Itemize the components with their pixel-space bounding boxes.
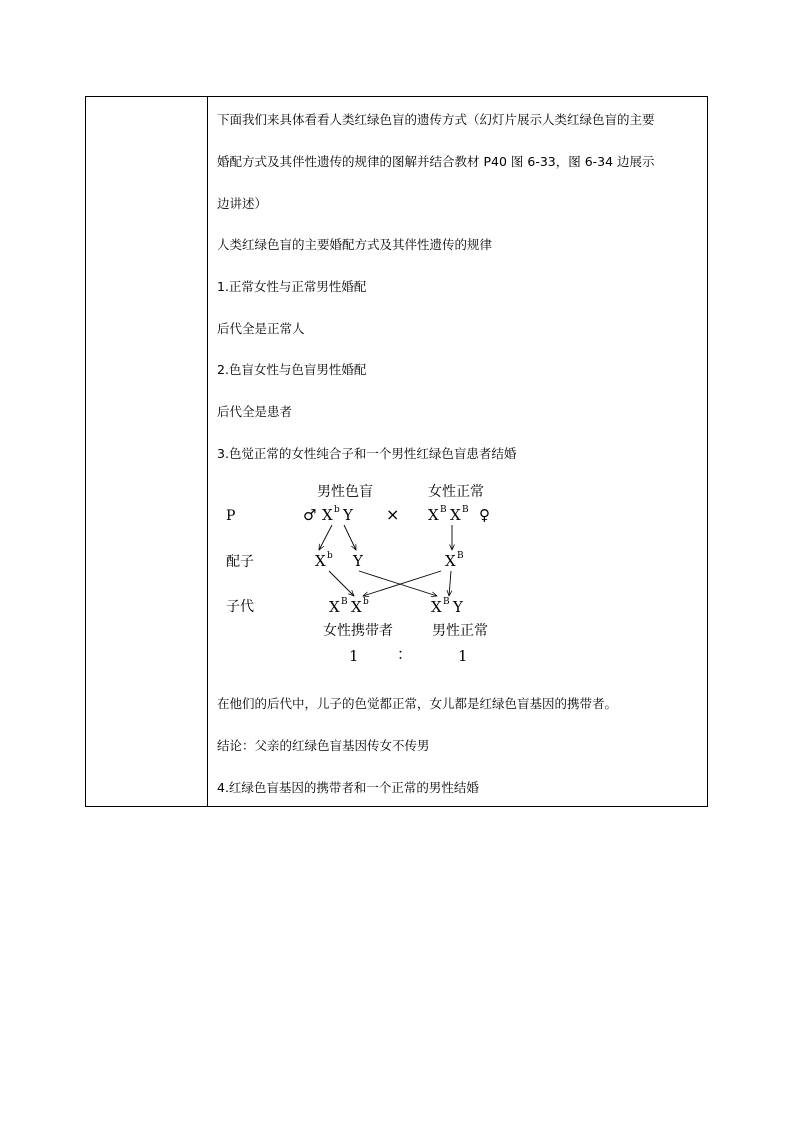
arrow-y-to-son xyxy=(359,571,437,596)
mother-x2: X xyxy=(450,506,461,524)
ratio-right: 1 xyxy=(458,647,468,665)
daughter-x2: X xyxy=(351,598,362,616)
intro-line-1: 下面我们来具体看看人类红绿色盲的遗传方式（幻灯片展示人类红绿色盲的主要 xyxy=(217,112,655,127)
daughter-label: 女性携带者 xyxy=(323,623,393,639)
daughter-allele-b: b xyxy=(363,597,369,607)
daughter-allele-B: B xyxy=(341,597,348,607)
row-label-gametes: 配子 xyxy=(226,554,254,570)
gamete-father-y: Y xyxy=(353,552,363,570)
intro-line-3: 边讲述） xyxy=(217,196,268,211)
case-3-title: 3.色觉正常的女性纯合子和一个男性红绿色盲患者结婚 xyxy=(217,446,517,461)
daughter-x1: X xyxy=(329,598,340,616)
case-4-title: 4.红绿色盲基因的携带者和一个正常的男性结婚 xyxy=(217,780,479,795)
lesson-table xyxy=(85,96,708,807)
ratio-left: 1 xyxy=(349,647,359,665)
father-x: X xyxy=(322,506,333,524)
son-allele-B: B xyxy=(443,597,450,607)
gamete-father-allele-b: b xyxy=(327,551,333,561)
inheritance-diagram xyxy=(217,478,517,678)
son-label: 男性正常 xyxy=(432,623,488,639)
column-divider xyxy=(207,97,208,806)
mother-allele-B2: B xyxy=(462,505,469,515)
case-2-result: 后代全是患者 xyxy=(217,404,293,419)
gamete-mother-x: X xyxy=(445,552,456,570)
case-1-result: 后代全是正常人 xyxy=(217,321,305,336)
arrow-father-x-to-gamete xyxy=(319,525,332,550)
mother-x1: X xyxy=(428,506,439,524)
intro-line-2: 婚配方式及其伴性遗传的规律的图解并结合教材 P40 图 6-33，图 6-34 边展示 xyxy=(217,154,655,169)
arrow-xb-to-daughter xyxy=(329,571,354,596)
section-heading: 人类红绿色盲的主要婚配方式及其伴性遗传的规律 xyxy=(217,237,493,252)
male-symbol: ♂ xyxy=(303,506,317,524)
mother-allele-B1: B xyxy=(440,505,447,515)
case-1-title: 1.正常女性与正常男性婚配 xyxy=(217,279,367,294)
father-label: 男性色盲 xyxy=(317,484,373,500)
conclusion-text: 结论：父亲的红绿色盲基因传女不传男 xyxy=(217,738,430,753)
case-2-title: 2.色盲女性与色盲男性婚配 xyxy=(217,362,367,377)
row-label-offspring: 子代 xyxy=(226,599,254,615)
row-label-p: P xyxy=(226,508,236,524)
ratio-separator: ： xyxy=(397,645,413,663)
son-x: X xyxy=(431,598,442,616)
arrow-xB-to-son xyxy=(449,571,451,596)
observation-text: 在他们的后代中，儿子的色觉都正常，女儿都是红绿色盲基因的携带者。 xyxy=(217,696,618,711)
arrow-xB-to-daughter xyxy=(363,571,441,596)
cross-symbol: × xyxy=(386,505,400,524)
arrow-father-y-to-gamete xyxy=(344,525,356,550)
gamete-father-x: X xyxy=(315,552,326,570)
gamete-mother-allele-B: B xyxy=(457,551,464,561)
father-y: Y xyxy=(343,506,353,524)
son-y: Y xyxy=(453,598,463,616)
mother-label: 女性正常 xyxy=(428,484,484,500)
father-allele-b: b xyxy=(334,505,340,515)
female-symbol: ♀ xyxy=(479,506,490,524)
